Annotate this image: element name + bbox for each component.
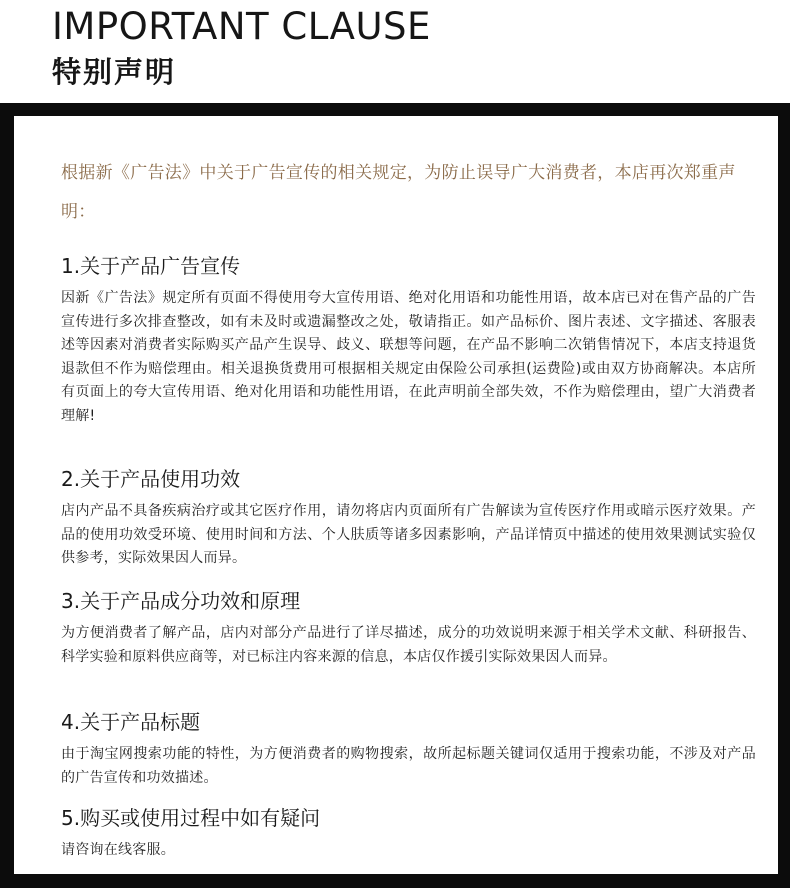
- section-body: 请咨询在线客服。: [61, 842, 175, 858]
- section-ingredients: [61, 586, 756, 669]
- section-heading: 1.关于产品广告宣传: [61, 254, 241, 278]
- section-body: 由于淘宝网搜索功能的特性，为方便消费者的购物搜索，故所起标题关键词仅适用于搜索功能，不涉及对产品的广告宣传和功效描述。: [61, 746, 756, 786]
- section-product-title: [61, 707, 756, 790]
- page-header: [0, 0, 790, 103]
- section-contact: [61, 803, 756, 863]
- intro-statement: 根据新《广告法》中关于广告宣传的相关规定，为防止误导广大消费者，本店再次郑重声明：: [61, 163, 736, 222]
- section-ad-promotion: [61, 251, 756, 428]
- section-heading: 2.关于产品使用功效: [61, 467, 241, 491]
- section-body: 为方便消费者了解产品，店内对部分产品进行了详尽描述，成分的功效说明来源于相关学术文献、科研报告、科学实验和原料供应商等，对已标注内容来源的信息，本店仅作援引实际效果因人而异。: [61, 625, 756, 665]
- section-heading: 4.关于产品标题: [61, 710, 201, 734]
- title-chinese: 特别声明: [52, 55, 177, 89]
- section-heading: 3.关于产品成分功效和原理: [61, 589, 301, 613]
- statement-panel: [14, 116, 778, 874]
- title-english: IMPORTANT CLAUSE: [52, 5, 431, 48]
- section-heading: 5.购买或使用过程中如有疑问: [61, 806, 321, 830]
- section-body: 店内产品不具备疾病治疗或其它医疗作用，请勿将店内页面所有广告解读为宣传医疗作用或暗示医疗效果。产品的使用功效受环境、使用时间和方法、个人肤质等诸多因素影响，产品详情页中描述的使用效果测试实验仅供参考，实际效果因人而异。: [61, 503, 756, 566]
- section-usage-efficacy: [61, 464, 756, 571]
- section-body: 因新《广告法》规定所有页面不得使用夸大宣传用语、绝对化用语和功能性用语，故本店已对在售产品的广告宣传进行多次排查整改，如有未及时或遗漏整改之处，敬请指正。如产品标价、图片表述、文字描述、客服表述等因素对消费者实际购买产品产生误导、歧义、联想等问题，在产品不影响二次销售情况下，本店支持退货退款但不作为赔偿理由。相关退换货费用可根据相关规定由保险公司承担(运费险)或由双方协商解决。本店所有页面上的夸大宣传用语、绝对化用语和功能性用语，在此声明前全部失效，不作为赔偿理由，望广大消费者理解!: [61, 290, 756, 424]
